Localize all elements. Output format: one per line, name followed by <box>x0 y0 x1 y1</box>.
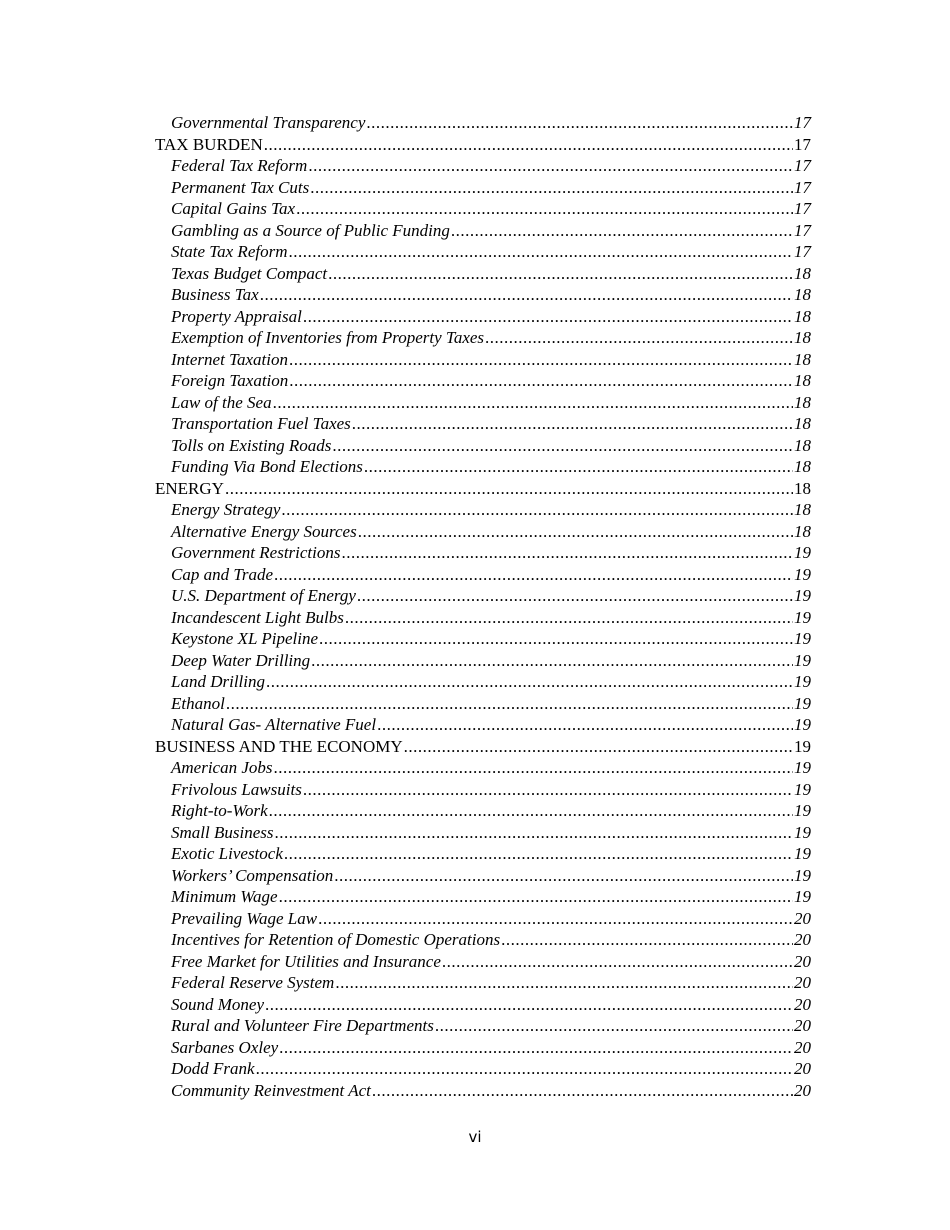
toc-entry[interactable] <box>155 929 811 951</box>
toc-entry-page: 18 <box>794 263 811 283</box>
toc-entry[interactable] <box>155 112 811 134</box>
toc-entry-title: Minimum Wage <box>171 887 278 906</box>
toc-entry-page: 18 <box>794 414 811 433</box>
toc-entry[interactable] <box>155 521 811 543</box>
toc-entry-title: Federal Tax Reform <box>171 156 308 175</box>
dot-leader <box>289 370 793 392</box>
dot-leader <box>332 435 793 457</box>
dot-leader <box>260 284 793 306</box>
toc-entry[interactable] <box>155 564 811 586</box>
toc-section-heading[interactable] <box>155 478 811 500</box>
dot-leader <box>296 198 793 220</box>
toc-section-heading[interactable] <box>155 736 811 758</box>
dot-leader <box>279 886 793 908</box>
toc-entry[interactable] <box>155 542 811 564</box>
toc-entry[interactable] <box>155 628 811 650</box>
dot-leader <box>289 349 793 371</box>
dot-leader <box>435 1015 793 1037</box>
toc-entry-title: Ethanol <box>171 693 225 713</box>
toc-entry-title: Dodd Frank <box>171 1059 255 1078</box>
toc-entry[interactable] <box>155 177 811 199</box>
toc-entry[interactable] <box>155 822 811 844</box>
toc-entry[interactable] <box>155 241 811 263</box>
dot-leader <box>284 843 793 865</box>
toc-entry-page: 17 <box>794 242 811 261</box>
dot-leader <box>266 671 793 693</box>
toc-entry-title: Exotic Livestock <box>171 844 283 863</box>
dot-leader <box>225 478 793 500</box>
toc-entry-title: Workers’ Compensation <box>171 865 334 885</box>
dot-leader <box>308 155 793 177</box>
toc-entry-page: 19 <box>794 564 811 584</box>
toc-entry-page: 17 <box>794 134 811 154</box>
dot-leader <box>274 564 793 586</box>
toc-entry-page: 18 <box>794 349 811 369</box>
toc-entry-title: Property Appraisal <box>171 306 302 326</box>
dot-leader <box>404 736 793 758</box>
toc-entry-title: Permanent Tax Cuts <box>171 177 310 197</box>
toc-entry-page: 19 <box>794 779 811 799</box>
toc-entry[interactable] <box>155 1037 811 1059</box>
toc-entry[interactable] <box>155 392 811 414</box>
toc-entry-page: 19 <box>794 844 811 863</box>
toc-entry-title: Exemption of Inventories from Property Taxes <box>171 328 485 347</box>
toc-entry-title: U.S. Department of Energy <box>171 586 356 605</box>
toc-entry-page: 19 <box>794 801 811 820</box>
dot-leader <box>279 1037 793 1059</box>
toc-entry[interactable] <box>155 413 811 435</box>
dot-leader <box>265 994 793 1016</box>
toc-entry-title: Natural Gas- Alternative Fuel <box>171 715 377 734</box>
toc-entry[interactable] <box>155 994 811 1016</box>
dot-leader <box>328 263 793 285</box>
dot-leader <box>319 628 793 650</box>
toc-entry-page: 20 <box>794 1080 811 1100</box>
toc-entry-page: 20 <box>794 951 811 971</box>
dot-leader <box>310 177 793 199</box>
toc-entry[interactable] <box>155 951 811 973</box>
toc-entry-page: 18 <box>794 392 811 412</box>
page-number: vi <box>468 1128 482 1146</box>
toc-entry[interactable] <box>155 499 811 521</box>
dot-leader <box>274 822 793 844</box>
toc-entry-page: 18 <box>794 457 811 476</box>
toc-entry[interactable] <box>155 800 811 822</box>
dot-leader <box>311 650 793 672</box>
toc-entry-page: 19 <box>794 865 811 885</box>
toc-entry-title: Gambling as a Source of Public Funding <box>171 220 450 240</box>
dot-leader <box>442 951 793 973</box>
toc-entry[interactable] <box>155 284 811 306</box>
toc-entry-page: 19 <box>794 822 811 842</box>
toc-entry-page: 19 <box>794 607 811 627</box>
toc-entry-title: Sound Money <box>171 994 265 1014</box>
toc-entry-title: Deep Water Drilling <box>171 650 311 670</box>
toc-entry-page: 20 <box>794 973 811 992</box>
dot-leader <box>501 929 793 951</box>
dot-leader <box>281 499 793 521</box>
toc-entry-page: 19 <box>794 650 811 670</box>
toc-entry-page: 17 <box>794 156 811 175</box>
dot-leader <box>451 220 793 242</box>
toc-entry-page: 19 <box>794 629 811 648</box>
toc-entry-title: Frivolous Lawsuits <box>171 779 302 799</box>
toc-entry-page: 18 <box>794 435 811 455</box>
toc-entry-page: 19 <box>794 758 811 777</box>
toc-entry-title: Law of the Sea <box>171 392 272 412</box>
dot-leader <box>273 392 793 414</box>
toc-entry-title: TAX BURDEN <box>155 134 263 154</box>
toc-entry-title: Right-to-Work <box>171 801 268 820</box>
toc-entry-title: Alternative Energy Sources <box>171 521 357 541</box>
toc-entry[interactable] <box>155 607 811 629</box>
toc-entry-page: 18 <box>794 328 811 347</box>
toc-entry-title: Government Restrictions <box>171 543 341 562</box>
toc-entry-page: 19 <box>794 672 811 691</box>
dot-leader <box>485 327 793 349</box>
toc-entry[interactable] <box>155 370 811 392</box>
table-of-contents <box>155 112 811 1101</box>
toc-entry[interactable] <box>155 349 811 371</box>
toc-entry[interactable] <box>155 757 811 779</box>
toc-entry-page: 18 <box>794 478 811 498</box>
toc-entry-title: Rural and Volunteer Fire Departments <box>171 1016 434 1035</box>
toc-entry-page: 18 <box>794 306 811 326</box>
dot-leader <box>264 134 793 156</box>
toc-entry-title: Cap and Trade <box>171 564 274 584</box>
toc-entry-page: 19 <box>794 736 811 756</box>
toc-entry-page: 19 <box>794 887 811 906</box>
toc-entry[interactable] <box>155 155 811 177</box>
toc-entry-title: Business Tax <box>171 285 259 304</box>
toc-entry[interactable] <box>155 585 811 607</box>
toc-entry-page: 19 <box>794 693 811 713</box>
toc-entry-title: Funding Via Bond Elections <box>171 457 363 476</box>
dot-leader <box>303 779 793 801</box>
dot-leader <box>226 693 793 715</box>
toc-entry-page: 19 <box>794 586 811 605</box>
toc-entry-title: Energy Strategy <box>171 500 281 519</box>
toc-entry[interactable] <box>155 327 811 349</box>
dot-leader <box>269 800 793 822</box>
dot-leader <box>335 972 793 994</box>
toc-entry[interactable] <box>155 972 811 994</box>
dot-leader <box>366 112 793 134</box>
toc-entry[interactable] <box>155 714 811 736</box>
dot-leader <box>372 1080 793 1102</box>
toc-entry-page: 18 <box>794 521 811 541</box>
toc-entry-page: 19 <box>794 715 811 734</box>
toc-entry-page: 17 <box>794 177 811 197</box>
toc-entry-title: American Jobs <box>171 758 273 777</box>
toc-entry-title: Free Market for Utilities and Insurance <box>171 951 441 971</box>
toc-entry-title: Governmental Transparency <box>171 113 366 132</box>
dot-leader <box>334 865 793 887</box>
toc-entry[interactable] <box>155 843 811 865</box>
toc-entry[interactable] <box>155 1080 811 1102</box>
toc-entry[interactable] <box>155 886 811 908</box>
toc-entry-title: ENERGY <box>155 478 224 498</box>
toc-entry-title: Federal Reserve System <box>171 973 335 992</box>
toc-entry[interactable] <box>155 693 811 715</box>
toc-entry[interactable] <box>155 435 811 457</box>
toc-entry-page: 18 <box>794 371 811 390</box>
dot-leader <box>342 542 794 564</box>
toc-entry-title: Sarbanes Oxley <box>171 1037 279 1057</box>
dot-leader <box>352 413 793 435</box>
dot-leader <box>364 456 793 478</box>
toc-entry-title: Foreign Taxation <box>171 371 289 390</box>
toc-entry[interactable] <box>155 671 811 693</box>
toc-entry[interactable] <box>155 456 811 478</box>
toc-entry-title: Small Business <box>171 822 274 842</box>
toc-entry-title: Capital Gains Tax <box>171 199 296 218</box>
toc-entry[interactable] <box>155 779 811 801</box>
toc-entry-title: Texas Budget Compact <box>171 263 328 283</box>
toc-entry-title: BUSINESS AND THE ECONOMY <box>155 736 403 756</box>
toc-entry-page: 18 <box>794 285 811 304</box>
toc-entry-title: Incentives for Retention of Domestic Operations <box>171 930 501 949</box>
toc-entry[interactable] <box>155 1015 811 1037</box>
toc-entry-page: 20 <box>794 994 811 1014</box>
toc-entry-page: 20 <box>794 908 811 928</box>
toc-entry-page: 20 <box>794 1016 811 1035</box>
dot-leader <box>345 607 793 629</box>
toc-entry-title: Tolls on Existing Roads <box>171 435 332 455</box>
toc-entry[interactable] <box>155 306 811 328</box>
toc-entry[interactable] <box>155 865 811 887</box>
toc-entry-page: 20 <box>794 1037 811 1057</box>
toc-entry[interactable] <box>155 908 811 930</box>
toc-entry-title: Prevailing Wage Law <box>171 908 318 928</box>
toc-entry-title: State Tax Reform <box>171 242 288 261</box>
toc-entry[interactable] <box>155 263 811 285</box>
toc-entry-title: Internet Taxation <box>171 349 288 369</box>
dot-leader <box>303 306 793 328</box>
dot-leader <box>256 1058 793 1080</box>
toc-entry-title: Community Reinvestment Act <box>171 1080 371 1100</box>
dot-leader <box>274 757 793 779</box>
toc-entry[interactable] <box>155 198 811 220</box>
toc-entry-page: 17 <box>794 199 811 218</box>
dot-leader <box>377 714 793 736</box>
toc-entry-page: 17 <box>794 113 811 132</box>
toc-entry-title: Keystone XL Pipeline <box>171 629 318 648</box>
toc-entry-title: Land Drilling <box>171 672 265 691</box>
toc-entry-page: 20 <box>794 1059 811 1078</box>
toc-entry[interactable] <box>155 650 811 672</box>
dot-leader <box>358 521 793 543</box>
toc-section-heading[interactable] <box>155 134 811 156</box>
toc-entry-page: 19 <box>794 543 811 562</box>
dot-leader <box>288 241 793 263</box>
toc-entry[interactable] <box>155 220 811 242</box>
toc-entry-title: Transportation Fuel Taxes <box>171 414 351 433</box>
toc-entry-page: 17 <box>794 220 811 240</box>
dot-leader <box>318 908 793 930</box>
toc-entry-page: 20 <box>794 930 811 949</box>
dot-leader <box>357 585 793 607</box>
toc-entry[interactable] <box>155 1058 811 1080</box>
toc-entry-title: Incandescent Light Bulbs <box>171 607 344 627</box>
toc-entry-page: 18 <box>794 500 811 519</box>
